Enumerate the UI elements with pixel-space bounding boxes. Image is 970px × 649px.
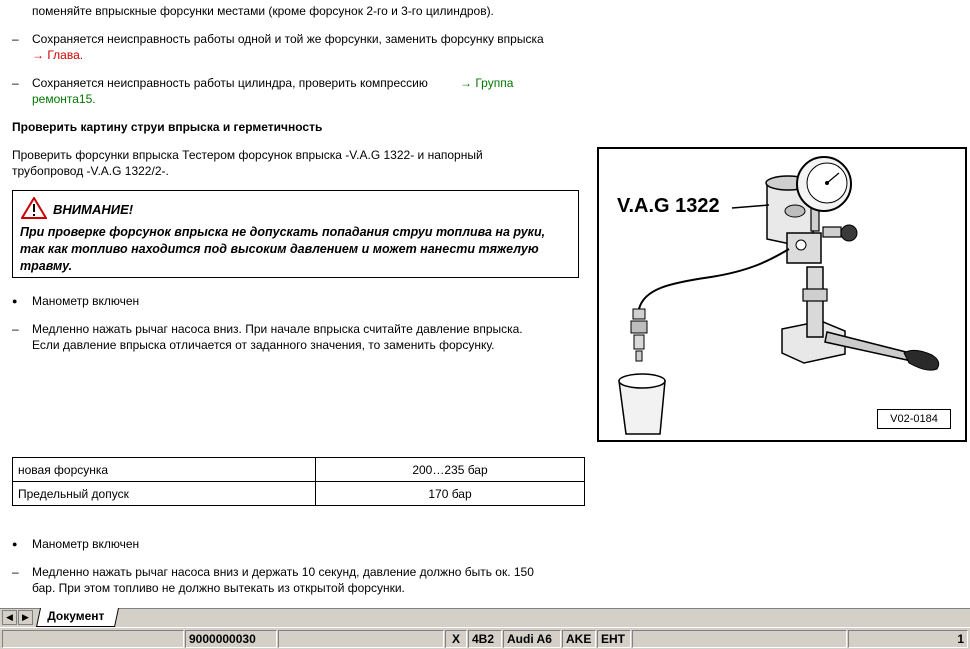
warning-line: травму. (20, 259, 73, 273)
dot-bullet: ● (12, 539, 18, 549)
table-cell-label: новая форсунка (13, 458, 316, 482)
repair-group-link[interactable]: → Группа (460, 76, 514, 90)
warning-line: так как топливо находится под высоким давлением и может нанести тяжелую (20, 242, 539, 256)
injector-tester-illustration (599, 149, 965, 440)
table-row (13, 458, 585, 482)
text-line: Сохраняется неисправность работы цилиндра, проверить компрессию (32, 76, 428, 90)
tab-bar (0, 608, 970, 627)
pressure-table (12, 457, 585, 506)
tester-figure (597, 147, 967, 442)
status-code: 4B2 (468, 630, 502, 648)
dash-bullet: – (12, 322, 19, 336)
dot-bullet: ● (12, 296, 18, 306)
status-empty (632, 630, 847, 648)
status-model: Audi A6 (503, 630, 561, 648)
text-line: бар. При этом топливо не должно вытекать из открытой форсунки. (32, 581, 405, 595)
text-line: Если давление впрыска отличается от заданного значения, то заменить форсунку. (32, 338, 495, 352)
dash-bullet: – (12, 76, 19, 90)
status-empty (2, 630, 184, 648)
table-cell-value: 200…235 бар (316, 458, 585, 482)
status-bar (0, 627, 970, 649)
warning-line: При проверке форсунок впрыска не допускать попадания струи топлива на руки, (20, 225, 546, 239)
tab-label: Документ (47, 609, 105, 623)
status-x: X (445, 630, 467, 648)
text-line: Манометр включен (32, 294, 140, 308)
dash-bullet: – (12, 32, 19, 46)
status-page: 1 (848, 630, 968, 648)
status-empty (278, 630, 444, 648)
text-line: поменяйте впрыскные форсунки местами (кроме форсунок 2-го и 3-го цилиндров). (32, 4, 494, 18)
warning-text (20, 224, 545, 275)
repair-group-link-cont[interactable]: ремонта15. (32, 92, 96, 106)
warning-triangle-icon (21, 197, 47, 219)
text-line: трубопровод -V.A.G 1322/2-. (12, 164, 169, 178)
warning-title: ВНИМАНИЕ! (53, 202, 134, 217)
text-line: Сохраняется неисправность работы одной и той же форсунки, заменить форсунку впрыска (32, 32, 544, 46)
status-doc-number: 9000000030 (185, 630, 277, 648)
text-line: Медленно нажать рычаг насоса вниз. При начале впрыска считайте давление впрыска. (32, 322, 523, 336)
warning-box (12, 190, 579, 278)
tab-prev-button[interactable]: ◀ (2, 610, 17, 625)
text-line: Проверить форсунки впрыска Тестером форсунок впрыска -V.A.G 1322- и напорный (12, 148, 483, 162)
figure-label: V.A.G 1322 (617, 195, 720, 217)
status-trans: EHT (597, 630, 631, 648)
status-engine: AKE (562, 630, 596, 648)
dash-bullet: – (12, 565, 19, 579)
tab-document[interactable] (36, 608, 119, 627)
table-row (13, 482, 585, 506)
table-cell-label: Предельный допуск (13, 482, 316, 506)
figure-code: V02-0184 (877, 409, 951, 429)
text-line: Манометр включен (32, 537, 140, 551)
table-cell-value: 170 бар (316, 482, 585, 506)
section-heading: Проверить картину струи впрыска и герметичность (12, 120, 323, 134)
tab-next-button[interactable]: ▶ (18, 610, 33, 625)
chapter-link[interactable]: → Глава. (32, 48, 84, 62)
text-line: Медленно нажать рычаг насоса вниз и держать 10 секунд, давление должно быть ок. 150 (32, 565, 534, 579)
